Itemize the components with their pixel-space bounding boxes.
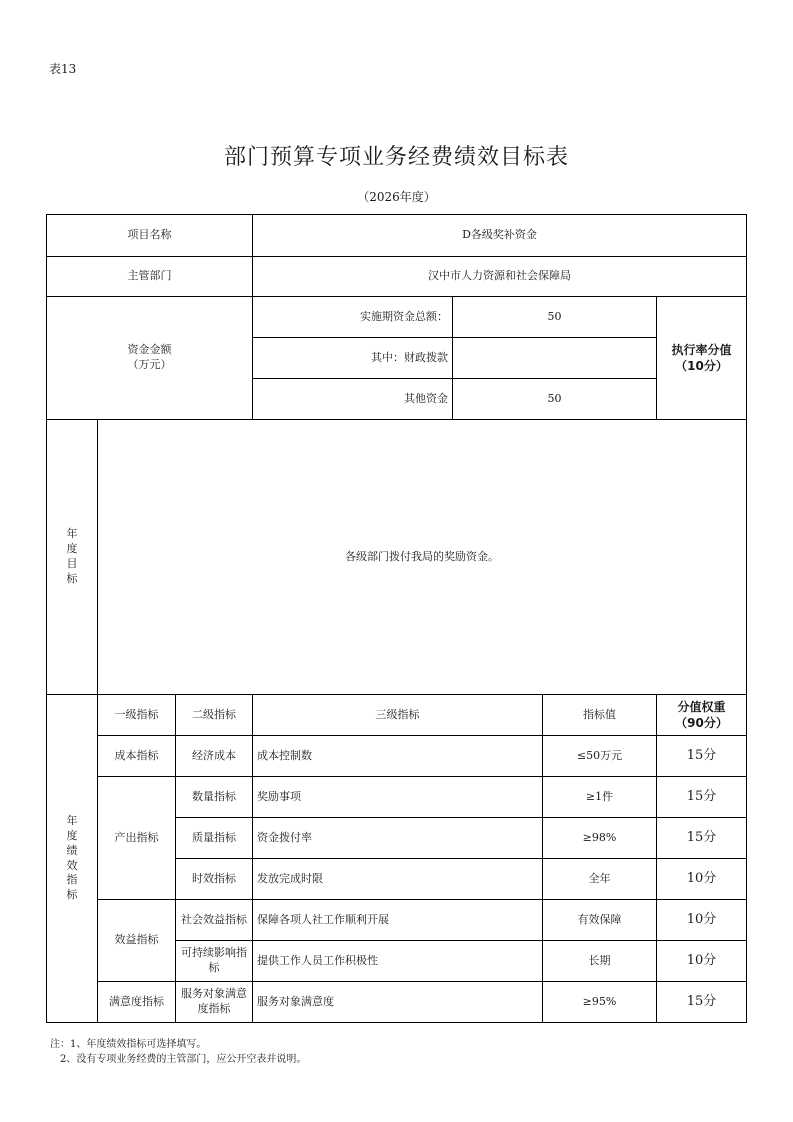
row-level2: 可持续影响指标 bbox=[176, 941, 253, 982]
execution-rate-score bbox=[657, 297, 747, 420]
page-title: 部门预算专项业务经费绩效目标表 bbox=[223, 145, 569, 170]
row-level2: 社会效益指标 bbox=[176, 900, 253, 941]
footnotes bbox=[50, 1037, 306, 1067]
annual-goal-row bbox=[47, 420, 747, 695]
row-value: ≥95% bbox=[543, 982, 657, 1023]
row-level3: 提供工作人员工作积极性 bbox=[253, 941, 543, 982]
row-level2: 服务对象满意度指标 bbox=[176, 982, 253, 1023]
row-level3: 服务对象满意度 bbox=[253, 982, 543, 1023]
funds-fiscal-value bbox=[453, 338, 657, 379]
row-value: ≥98% bbox=[543, 818, 657, 859]
execution-rate-line2: （10分） bbox=[675, 359, 728, 373]
annual-goal-char: 标 bbox=[66, 571, 78, 585]
row-score: 15分 bbox=[657, 777, 747, 818]
indicators-char: 指 bbox=[66, 873, 78, 887]
row-value: 有效保障 bbox=[543, 900, 657, 941]
row-level3: 资金拨付率 bbox=[253, 818, 543, 859]
row-value: 长期 bbox=[543, 941, 657, 982]
group-benefit: 效益指标 bbox=[98, 900, 176, 982]
indicators-char: 效 bbox=[66, 858, 78, 872]
row-score: 10分 bbox=[657, 900, 747, 941]
table-row bbox=[47, 736, 747, 777]
funds-label bbox=[47, 297, 253, 420]
row-level3: 发放完成时限 bbox=[253, 859, 543, 900]
row-level3: 保障各项人社工作顺利开展 bbox=[253, 900, 543, 941]
table-row bbox=[47, 900, 747, 941]
row-value: 全年 bbox=[543, 859, 657, 900]
funds-fiscal-label: 其中：财政拨款 bbox=[253, 338, 453, 379]
row-level2: 质量指标 bbox=[176, 818, 253, 859]
project-name-label: 项目名称 bbox=[47, 215, 253, 257]
group-cost: 成本指标 bbox=[98, 736, 176, 777]
funds-label-line1: 资金金额 bbox=[127, 343, 172, 357]
row-score: 15分 bbox=[657, 736, 747, 777]
row-score: 10分 bbox=[657, 941, 747, 982]
funds-other-label: 其他资金 bbox=[253, 379, 453, 420]
row-score: 15分 bbox=[657, 982, 747, 1023]
row-score: 10分 bbox=[657, 859, 747, 900]
department-label: 主管部门 bbox=[47, 257, 253, 297]
indicators-char: 年 bbox=[66, 813, 78, 827]
funds-total-label: 实施期资金总额： bbox=[253, 297, 453, 338]
performance-target-table bbox=[46, 214, 747, 1023]
project-name-value: D各级奖补资金 bbox=[253, 215, 747, 257]
footnote-2: 2、没有专项业务经费的主管部门，应公开空表并说明。 bbox=[60, 1054, 307, 1065]
row-value: ≥1件 bbox=[543, 777, 657, 818]
header-level2: 二级指标 bbox=[176, 695, 253, 736]
row-score: 15分 bbox=[657, 818, 747, 859]
indicators-label bbox=[47, 695, 98, 1023]
header-value: 指标值 bbox=[543, 695, 657, 736]
indicators-char: 绩 bbox=[66, 843, 78, 857]
row-value: ≤50万元 bbox=[543, 736, 657, 777]
funds-total-value: 50 bbox=[453, 297, 657, 338]
indicators-char: 度 bbox=[66, 828, 78, 842]
annual-goal-char: 年 bbox=[66, 527, 78, 541]
row-level3: 成本控制数 bbox=[253, 736, 543, 777]
footnote-1: 注：1、年度绩效指标可选择填写。 bbox=[50, 1039, 207, 1050]
table-row bbox=[47, 982, 747, 1023]
header-level3: 三级指标 bbox=[253, 695, 543, 736]
header-weight-line2: （90分） bbox=[675, 716, 728, 730]
row-level3: 奖励事项 bbox=[253, 777, 543, 818]
funds-total-row bbox=[47, 297, 747, 338]
group-output: 产出指标 bbox=[98, 777, 176, 900]
funds-label-line2: （万元） bbox=[127, 358, 172, 371]
indicator-header-row bbox=[47, 695, 747, 736]
row-level2: 经济成本 bbox=[176, 736, 253, 777]
project-name-row bbox=[47, 215, 747, 257]
annual-goal-label bbox=[47, 420, 98, 695]
row-level2: 数量指标 bbox=[176, 777, 253, 818]
department-row bbox=[47, 257, 747, 297]
table-row bbox=[47, 777, 747, 818]
execution-rate-line1: 执行率分值 bbox=[671, 342, 732, 357]
funds-other-value: 50 bbox=[453, 379, 657, 420]
table-number: 表13 bbox=[49, 62, 77, 76]
annual-goal-char: 度 bbox=[66, 542, 78, 556]
department-value: 汉中市人力资源和社会保障局 bbox=[253, 257, 747, 297]
annual-goal-char: 目 bbox=[66, 557, 78, 570]
row-level2: 时效指标 bbox=[176, 859, 253, 900]
header-weight-line1: 分值权重 bbox=[677, 699, 726, 714]
header-weight bbox=[657, 695, 747, 736]
header-level1: 一级指标 bbox=[98, 695, 176, 736]
group-satisfaction: 满意度指标 bbox=[98, 982, 176, 1023]
fiscal-year: （2026年度） bbox=[357, 190, 436, 204]
annual-goal-text: 各级部门拨付我局的奖励资金。 bbox=[98, 420, 747, 695]
indicators-char: 标 bbox=[66, 888, 78, 902]
